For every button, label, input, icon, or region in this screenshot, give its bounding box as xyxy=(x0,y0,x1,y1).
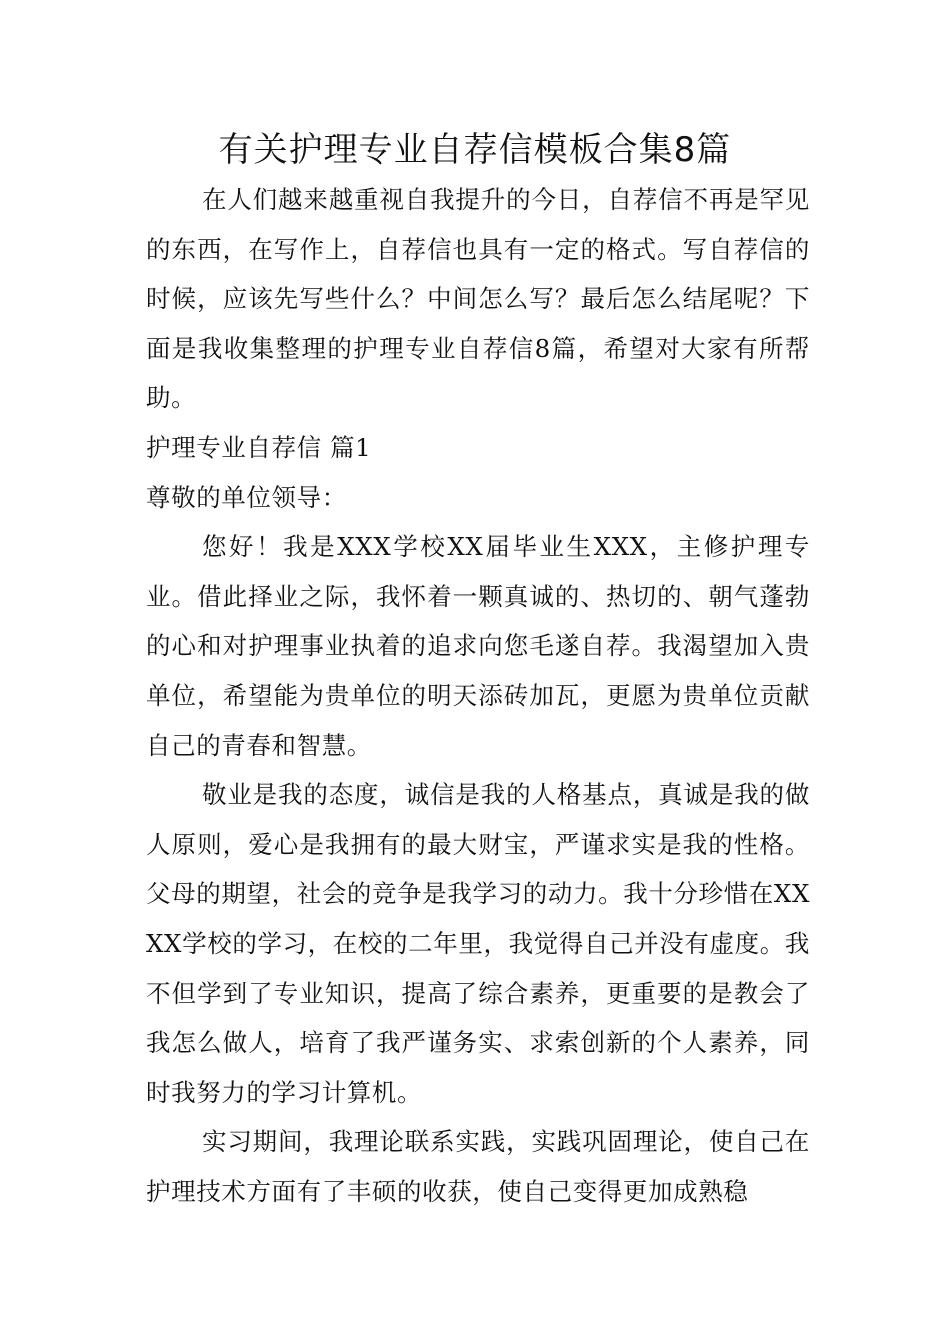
document-title: 有关护理专业自荐信模板合集8篇 xyxy=(218,130,732,170)
paragraph-intro: 在人们越来越重视自我提升的今日，自荐信不再是罕见的东西，在写作上，自荐信也具有一定的格式。写自荐信的时候，应该先写些什么？中间怎么写？最后怎么结尾呢？下面是我收集整理的护理专业自荐信8篇，希望对大家有所帮助。 xyxy=(146,185,810,413)
paragraph-internship: 实习期间，我理论联系实践，实践巩固理论，使自己在护理技术方面有了丰硕的收获，使自己变得更加成熟稳 xyxy=(146,1127,810,1206)
section-heading: 护理专业自荐信 篇1 xyxy=(146,432,372,462)
paragraph-character: 敬业是我的态度，诚信是我的人格基点，真诚是我的做人原则，爱心是我拥有的最大财宝，严谨求实是我的性格。父母的期望，社会的竞争是我学习的动力。我十分珍惜在XXXX学校的学习，在校的二年里，我觉得自己并没有虚度。我不但学到了专业知识，提高了综合素养，更重要的是教会了我怎么做人，培育了我严谨务实、求索创新的个人素养，同时我努力的学习计算机。 xyxy=(146,780,810,1107)
document-body xyxy=(146,175,810,1216)
paragraph-greeting: 您好！我是XXX学校XX届毕业生XXX，主修护理专业。借此择业之际，我怀着一颗真诚的、热切的、朝气蓬勃的心和对护理事业执着的追求向您毛遂自荐。我渴望加入贵单位，希望能为贵单位的明天添砖加瓦，更愿为贵单位贡献自己的青春和智慧。 xyxy=(146,532,810,760)
salutation: 尊敬的单位领导： xyxy=(146,482,347,512)
